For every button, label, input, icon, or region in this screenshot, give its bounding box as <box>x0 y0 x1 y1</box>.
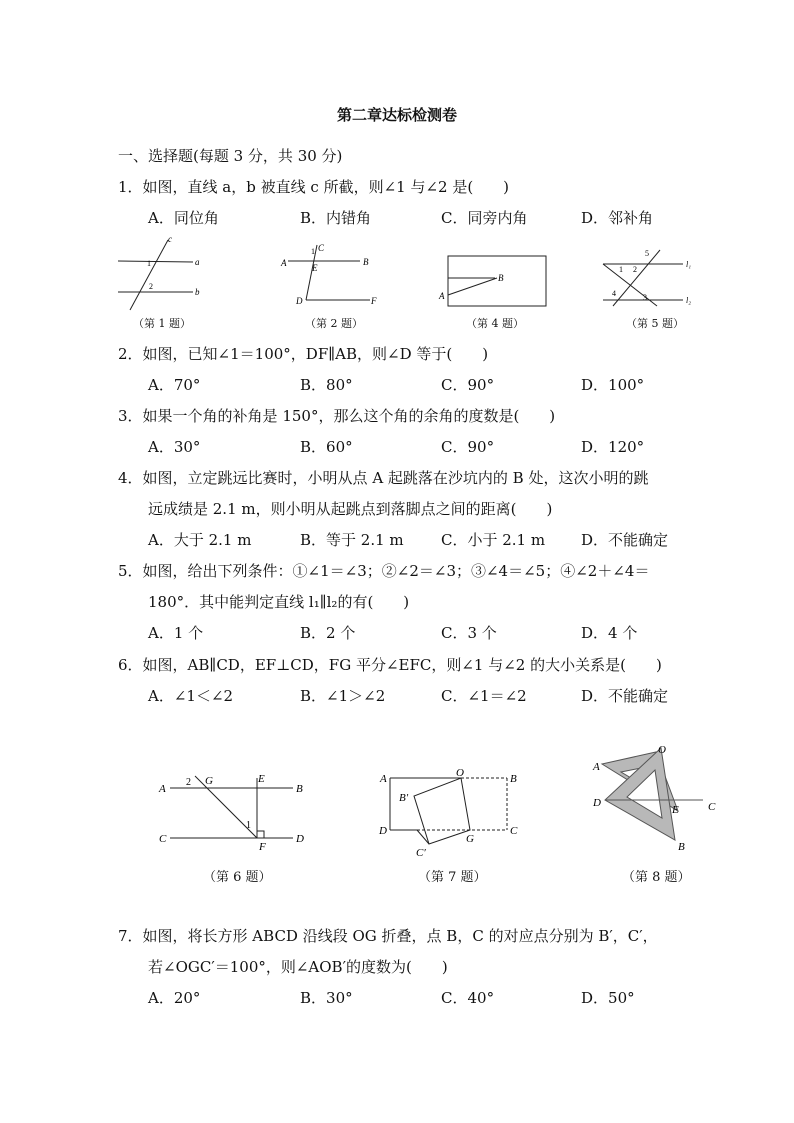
q3-option-d[interactable]: D．120° <box>581 438 645 456</box>
question-5-stem-line2: 180°．其中能判定直线 l₁∥l₂的有( ) <box>148 593 410 611</box>
q6-option-c[interactable]: C．∠1＝∠2 <box>441 687 527 705</box>
fig2-label-b: B <box>363 257 369 267</box>
figure-7 <box>370 766 530 861</box>
fig8-label-e: E <box>672 804 679 816</box>
fig2-label-e: E <box>312 263 318 273</box>
q5-option-a[interactable]: A．1 个 <box>148 624 204 642</box>
figure-2-caption: （第 2 题） <box>305 317 363 330</box>
fig1-label-b: b <box>195 287 200 297</box>
q7-option-b[interactable]: B．30° <box>300 989 353 1007</box>
fig8-label-o: O <box>658 744 666 756</box>
fig4-label-b: B <box>498 273 504 283</box>
section-heading: 一、选择题(每题 3 分，共 30 分) <box>118 147 343 165</box>
fig6-label-d: D <box>296 833 304 845</box>
figure-6-caption: （第 6 题） <box>203 870 272 885</box>
fig7-label-a: A <box>380 773 387 785</box>
fig1-label-2: 2 <box>149 282 153 291</box>
fig6-label-f: F <box>259 841 266 853</box>
figure-8 <box>585 740 725 860</box>
q3-option-b[interactable]: B．60° <box>300 438 353 456</box>
q4-option-d[interactable]: D．不能确定 <box>581 531 669 549</box>
question-1-stem: 1．如图，直线 a，b 被直线 c 所截，则∠1 与∠2 是( ) <box>118 178 510 196</box>
q5-option-d[interactable]: D．4 个 <box>581 624 638 642</box>
fig2-label-d: D <box>296 296 303 306</box>
question-3-stem: 3．如果一个角的补角是 150°，那么这个角的余角的度数是( ) <box>118 407 556 425</box>
q7-option-a[interactable]: A．20° <box>148 989 201 1007</box>
q1-option-c[interactable]: C．同旁内角 <box>441 209 528 227</box>
figure-7-caption: （第 7 题） <box>418 870 487 885</box>
figure-8-caption: （第 8 题） <box>622 870 691 885</box>
fig6-label-g: G <box>205 775 213 787</box>
figure-5-caption: （第 5 题） <box>626 317 684 330</box>
q2-option-d[interactable]: D．100° <box>581 376 645 394</box>
figure-4 <box>435 250 550 310</box>
fig6-label-a: A <box>159 783 166 795</box>
q4-option-a[interactable]: A．大于 2.1 m <box>148 531 252 549</box>
question-4-stem-line1: 4．如图，立定跳远比赛时，小明从点 A 起跳落在沙坑内的 B 处，这次小明的跳 <box>118 469 649 487</box>
fig5-label-1: 1 <box>619 265 623 274</box>
figure-4-caption: （第 4 题） <box>466 317 524 330</box>
q7-option-d[interactable]: D．50° <box>581 989 635 1007</box>
fig6-label-2: 2 <box>186 777 191 788</box>
fig7-label-cprime: C′ <box>416 847 426 859</box>
fig4-label-a: A <box>439 291 445 301</box>
q2-option-c[interactable]: C．90° <box>441 376 495 394</box>
q4-option-b[interactable]: B．等于 2.1 m <box>300 531 404 549</box>
fig7-label-c: C <box>510 825 518 837</box>
fig8-label-b: B <box>678 841 685 853</box>
fig5-label-3: 3 <box>643 293 647 302</box>
fig5-label-4: 4 <box>612 289 616 298</box>
figure-1-caption: （第 1 题） <box>133 317 191 330</box>
q1-option-b[interactable]: B．内错角 <box>300 209 372 227</box>
fig7-label-b: B <box>510 773 517 785</box>
question-2-stem: 2．如图，已知∠1＝100°，DF∥AB，则∠D 等于( ) <box>118 345 489 363</box>
fig6-label-1: 1 <box>246 820 251 831</box>
fig5-label-l1: l₁ <box>686 260 692 269</box>
fig1-label-1: 1 <box>147 259 151 268</box>
q6-option-a[interactable]: A．∠1＜∠2 <box>148 687 234 705</box>
fig8-label-c: C <box>708 801 716 813</box>
q3-option-c[interactable]: C．90° <box>441 438 495 456</box>
question-5-stem-line1: 5．如图，给出下列条件：①∠1＝∠3；②∠2＝∠3；③∠4＝∠5；④∠2＋∠4＝ <box>118 562 650 580</box>
q3-option-a[interactable]: A．30° <box>148 438 201 456</box>
q2-option-a[interactable]: A．70° <box>148 376 201 394</box>
fig8-label-a: A <box>593 761 600 773</box>
question-6-stem: 6．如图，AB∥CD，EF⊥CD，FG 平分∠EFC，则∠1 与∠2 的大小关系是( ) <box>118 656 662 674</box>
q2-option-b[interactable]: B．80° <box>300 376 353 394</box>
question-4-stem-line2: 远成绩是 2.1 m，则小明从起跳点到落脚点之间的距离( ) <box>148 500 553 518</box>
fig1-label-c: c <box>168 234 172 244</box>
figure-6 <box>150 766 315 856</box>
fig7-label-g: G <box>466 833 474 845</box>
q5-option-b[interactable]: B．2 个 <box>300 624 356 642</box>
fig7-label-o: O <box>456 767 464 779</box>
q5-option-c[interactable]: C．3 个 <box>441 624 497 642</box>
fig5-label-2: 2 <box>633 265 637 274</box>
fig7-label-bprime: B′ <box>399 792 409 804</box>
q7-option-c[interactable]: C．40° <box>441 989 495 1007</box>
fig6-label-b: B <box>296 783 303 795</box>
fig2-label-1: 1 <box>311 247 315 256</box>
fig6-label-e: E <box>258 773 265 785</box>
fig5-label-l2: l₂ <box>686 296 692 305</box>
q6-option-d[interactable]: D．不能确定 <box>581 687 669 705</box>
fig5-label-5: 5 <box>645 249 649 258</box>
q4-option-c[interactable]: C．小于 2.1 m <box>441 531 546 549</box>
fig2-label-a: A <box>281 258 287 268</box>
fig6-label-c: C <box>159 833 167 845</box>
page-title: 第二章达标检测卷 <box>336 106 457 124</box>
figure-5 <box>595 244 705 310</box>
q6-option-b[interactable]: B．∠1＞∠2 <box>300 687 386 705</box>
fig8-label-d: D <box>593 797 601 809</box>
figure-1 <box>118 232 218 312</box>
fig7-label-d: D <box>379 825 387 837</box>
question-7-stem-line1: 7．如图，将长方形 ABCD 沿线段 OG 折叠，点 B，C 的对应点分别为 B′，C′， <box>118 927 658 945</box>
q1-option-d[interactable]: D．邻补角 <box>581 209 654 227</box>
fig2-label-f: F <box>371 296 377 306</box>
fig1-label-a: a <box>195 257 200 267</box>
q1-option-a[interactable]: A．同位角 <box>148 209 219 227</box>
question-7-stem-line2: 若∠OGC′＝100°，则∠AOB′的度数为( ) <box>148 958 448 976</box>
fig2-label-c: C <box>318 243 325 253</box>
figure-2 <box>278 240 388 310</box>
